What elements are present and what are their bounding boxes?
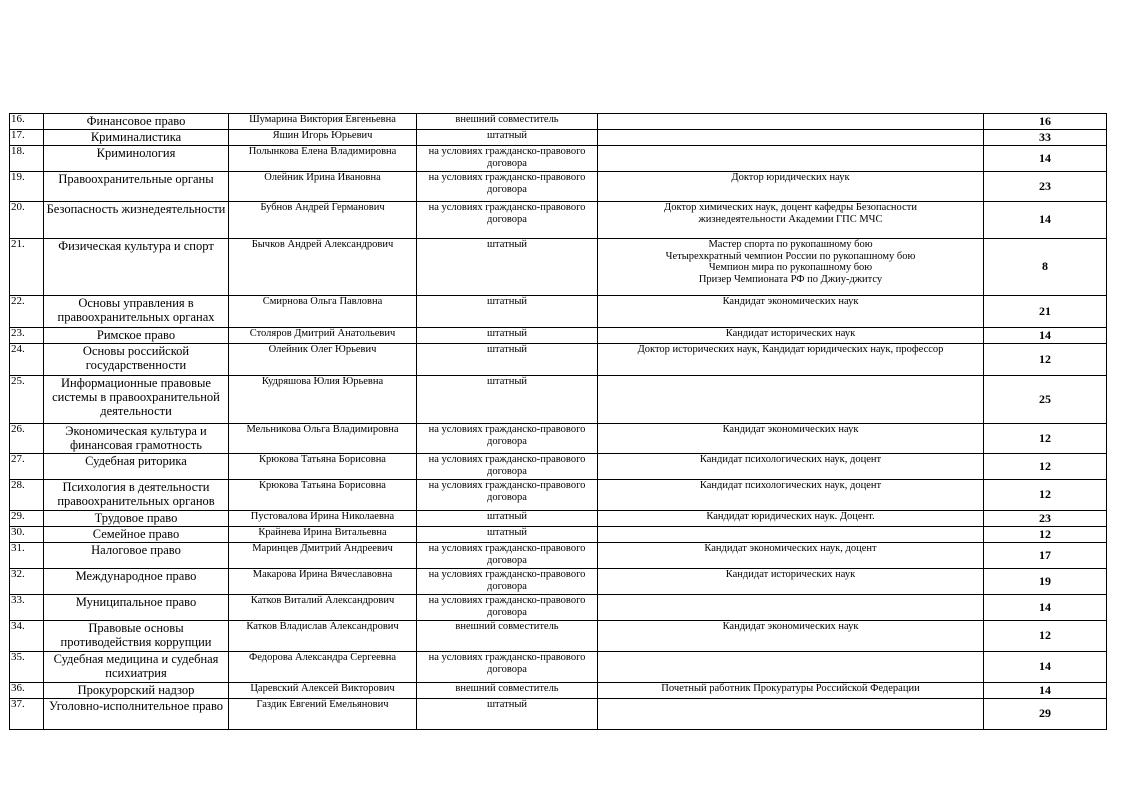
teacher-cell: Олейник Олег Юрьевич bbox=[229, 344, 417, 376]
discipline-cell: Основы российской государственности bbox=[44, 344, 229, 376]
hours-cell: 12 bbox=[984, 621, 1107, 652]
employment-status-cell: на условиях гражданско-правового договора bbox=[417, 146, 598, 172]
hours-cell: 23 bbox=[984, 172, 1107, 202]
employment-status-cell: штатный bbox=[417, 328, 598, 344]
employment-status-cell: на условиях гражданско-правового договора bbox=[417, 595, 598, 621]
qualification-cell bbox=[598, 328, 984, 344]
discipline-cell: Экономическая культура и финансовая грамотность bbox=[44, 424, 229, 454]
qualification-line: Чемпион мира по рукопашному бою bbox=[708, 262, 873, 273]
row-number: 18. bbox=[10, 146, 44, 172]
employment-status-cell: внешний совместитель bbox=[417, 114, 598, 130]
qualification-line: Доктор юридических наук bbox=[731, 172, 850, 183]
discipline-cell: Налоговое право bbox=[44, 543, 229, 569]
discipline-cell: Трудовое право bbox=[44, 511, 229, 527]
qualification-line: Доктор исторических наук, Кандидат юридических наук, профессор bbox=[637, 344, 944, 355]
row-number: 19. bbox=[10, 172, 44, 202]
row-number: 21. bbox=[10, 239, 44, 296]
row-number: 29. bbox=[10, 511, 44, 527]
teacher-cell: Катков Владислав Александрович bbox=[229, 621, 417, 652]
qualification-line: Кандидат экономических наук, доцент bbox=[704, 543, 877, 554]
qualification-line: Кандидат экономических наук bbox=[722, 296, 859, 307]
qualification-line: Почетный работник Прокуратуры Российской Федерации bbox=[661, 683, 920, 694]
employment-status-cell: на условиях гражданско-правового договора bbox=[417, 543, 598, 569]
row-number: 24. bbox=[10, 344, 44, 376]
qualification-line: Кандидат психологических наук, доцент bbox=[699, 454, 882, 465]
qualification-line: жизнедеятельности Академии ГПС МЧС bbox=[698, 213, 883, 225]
row-number: 16. bbox=[10, 114, 44, 130]
teacher-cell: Катков Виталий Александрович bbox=[229, 595, 417, 621]
qualification-cell bbox=[598, 527, 984, 543]
employment-status-cell: штатный bbox=[417, 239, 598, 296]
qualification-cell bbox=[598, 454, 984, 480]
teacher-cell: Маринцев Дмитрий Андреевич bbox=[229, 543, 417, 569]
row-number: 17. bbox=[10, 130, 44, 146]
hours-cell: 14 bbox=[984, 652, 1107, 683]
discipline-cell: Прокурорский надзор bbox=[44, 683, 229, 699]
qualification-line: Кандидат экономических наук bbox=[722, 424, 859, 435]
discipline-cell: Международное право bbox=[44, 569, 229, 595]
hours-cell: 25 bbox=[984, 376, 1107, 424]
table-row bbox=[10, 424, 1107, 454]
hours-cell: 14 bbox=[984, 595, 1107, 621]
table-row bbox=[10, 683, 1107, 699]
teacher-cell: Газдик Евгений Емельянович bbox=[229, 699, 417, 730]
table-row bbox=[10, 296, 1107, 328]
qualification-line: Мастер спорта по рукопашному бою bbox=[708, 239, 873, 250]
qualification-cell bbox=[598, 652, 984, 683]
teacher-cell: Олейник Ирина Ивановна bbox=[229, 172, 417, 202]
discipline-cell: Римское право bbox=[44, 328, 229, 344]
qualification-cell bbox=[598, 146, 984, 172]
employment-status-cell: штатный bbox=[417, 511, 598, 527]
hours-cell: 23 bbox=[984, 511, 1107, 527]
hours-cell: 12 bbox=[984, 527, 1107, 543]
table-row bbox=[10, 239, 1107, 296]
teacher-cell: Полынкова Елена Владимировна bbox=[229, 146, 417, 172]
qualification-line: Кандидат исторических наук bbox=[725, 569, 856, 580]
row-number: 37. bbox=[10, 699, 44, 730]
qualification-line: Четырехкратный чемпион России по рукопашному бою bbox=[665, 250, 916, 262]
qualification-cell bbox=[598, 543, 984, 569]
discipline-cell: Судебная риторика bbox=[44, 454, 229, 480]
discipline-cell: Криминалистика bbox=[44, 130, 229, 146]
employment-status-cell: внешний совместитель bbox=[417, 683, 598, 699]
qualification-cell bbox=[598, 376, 984, 424]
employment-status-cell: на условиях гражданско-правового договора bbox=[417, 454, 598, 480]
row-number: 23. bbox=[10, 328, 44, 344]
teacher-cell: Крюкова Татьяна Борисовна bbox=[229, 454, 417, 480]
hours-cell: 12 bbox=[984, 344, 1107, 376]
row-number: 34. bbox=[10, 621, 44, 652]
row-number: 20. bbox=[10, 202, 44, 239]
discipline-cell: Уголовно-исполнительное право bbox=[44, 699, 229, 730]
employment-status-cell: на условиях гражданско-правового договора bbox=[417, 202, 598, 239]
discipline-cell: Финансовое право bbox=[44, 114, 229, 130]
qualification-cell bbox=[598, 424, 984, 454]
employment-status-cell: на условиях гражданско-правового договора bbox=[417, 172, 598, 202]
table-row bbox=[10, 202, 1107, 239]
teacher-cell: Пустовалова Ирина Николаевна bbox=[229, 511, 417, 527]
staff-table bbox=[9, 113, 1107, 730]
employment-status-cell: штатный bbox=[417, 296, 598, 328]
row-number: 33. bbox=[10, 595, 44, 621]
table-row bbox=[10, 146, 1107, 172]
qualification-cell bbox=[598, 621, 984, 652]
hours-cell: 19 bbox=[984, 569, 1107, 595]
table-row bbox=[10, 511, 1107, 527]
teacher-cell: Яшин Игорь Юрьевич bbox=[229, 130, 417, 146]
employment-status-cell: штатный bbox=[417, 344, 598, 376]
hours-cell: 17 bbox=[984, 543, 1107, 569]
table-row bbox=[10, 376, 1107, 424]
row-number: 28. bbox=[10, 480, 44, 511]
teacher-cell: Столяров Дмитрий Анатольевич bbox=[229, 328, 417, 344]
discipline-cell: Физическая культура и спорт bbox=[44, 239, 229, 296]
hours-cell: 12 bbox=[984, 454, 1107, 480]
table-row bbox=[10, 595, 1107, 621]
hours-cell: 12 bbox=[984, 480, 1107, 511]
hours-cell: 14 bbox=[984, 328, 1107, 344]
qualification-cell bbox=[598, 595, 984, 621]
hours-cell: 33 bbox=[984, 130, 1107, 146]
qualification-line: Доктор химических наук, доцент кафедры Безопасности bbox=[664, 202, 917, 213]
table-row bbox=[10, 652, 1107, 683]
employment-status-cell: на условиях гражданско-правового договора bbox=[417, 652, 598, 683]
discipline-cell: Криминология bbox=[44, 146, 229, 172]
table-row bbox=[10, 621, 1107, 652]
employment-status-cell: на условиях гражданско-правового договора bbox=[417, 569, 598, 595]
table-row bbox=[10, 527, 1107, 543]
qualification-cell bbox=[598, 344, 984, 376]
row-number: 36. bbox=[10, 683, 44, 699]
discipline-cell: Судебная медицина и судебная психиатрия bbox=[44, 652, 229, 683]
hours-cell: 16 bbox=[984, 114, 1107, 130]
table-row bbox=[10, 344, 1107, 376]
hours-cell: 14 bbox=[984, 146, 1107, 172]
discipline-cell: Информационные правовые системы в правоохранительной деятельности bbox=[44, 376, 229, 424]
employment-status-cell: внешний совместитель bbox=[417, 621, 598, 652]
qualification-cell bbox=[598, 114, 984, 130]
table-row bbox=[10, 480, 1107, 511]
teacher-cell: Федорова Александра Сергеевна bbox=[229, 652, 417, 683]
discipline-cell: Муниципальное право bbox=[44, 595, 229, 621]
row-number: 30. bbox=[10, 527, 44, 543]
employment-status-cell: штатный bbox=[417, 130, 598, 146]
hours-cell: 29 bbox=[984, 699, 1107, 730]
discipline-cell: Правовые основы противодействия коррупции bbox=[44, 621, 229, 652]
qualification-cell bbox=[598, 480, 984, 511]
row-number: 25. bbox=[10, 376, 44, 424]
hours-cell: 8 bbox=[984, 239, 1107, 296]
employment-status-cell: штатный bbox=[417, 699, 598, 730]
qualification-cell bbox=[598, 130, 984, 146]
teacher-cell: Шумарина Виктория Евгеньевна bbox=[229, 114, 417, 130]
row-number: 22. bbox=[10, 296, 44, 328]
qualification-cell bbox=[598, 511, 984, 527]
employment-status-cell: на условиях гражданско-правового договора bbox=[417, 424, 598, 454]
teacher-cell: Царевский Алексей Викторович bbox=[229, 683, 417, 699]
discipline-cell: Безопасность жизнедеятельности bbox=[44, 202, 229, 239]
table-row bbox=[10, 114, 1107, 130]
table-row bbox=[10, 130, 1107, 146]
table-row bbox=[10, 172, 1107, 202]
table-row bbox=[10, 454, 1107, 480]
qualification-line: Кандидат юридических наук. Доцент. bbox=[706, 511, 875, 522]
teacher-cell: Крюкова Татьяна Борисовна bbox=[229, 480, 417, 511]
table-row bbox=[10, 699, 1107, 730]
hours-cell: 12 bbox=[984, 424, 1107, 454]
qualification-cell bbox=[598, 699, 984, 730]
hours-cell: 14 bbox=[984, 202, 1107, 239]
table-row bbox=[10, 543, 1107, 569]
discipline-cell: Психология в деятельности правоохранительных органов bbox=[44, 480, 229, 511]
row-number: 26. bbox=[10, 424, 44, 454]
qualification-line: Кандидат исторических наук bbox=[725, 328, 856, 339]
teacher-cell: Макарова Ирина Вячеславовна bbox=[229, 569, 417, 595]
employment-status-cell: штатный bbox=[417, 527, 598, 543]
qualification-cell bbox=[598, 296, 984, 328]
teacher-cell: Бубнов Андрей Германович bbox=[229, 202, 417, 239]
row-number: 31. bbox=[10, 543, 44, 569]
teacher-cell: Мельникова Ольга Владимировна bbox=[229, 424, 417, 454]
hours-cell: 21 bbox=[984, 296, 1107, 328]
hours-cell: 14 bbox=[984, 683, 1107, 699]
qualification-line: Кандидат экономических наук bbox=[722, 621, 859, 632]
employment-status-cell: штатный bbox=[417, 376, 598, 424]
discipline-cell: Правоохранительные органы bbox=[44, 172, 229, 202]
qualification-cell bbox=[598, 239, 984, 296]
employment-status-cell: на условиях гражданско-правового договора bbox=[417, 480, 598, 511]
qualification-cell bbox=[598, 569, 984, 595]
teacher-cell: Смирнова Ольга Павловна bbox=[229, 296, 417, 328]
qualification-line: Призер Чемпионата РФ по Джиу-джитсу bbox=[698, 273, 883, 285]
qualification-line: Кандидат психологических наук, доцент bbox=[699, 480, 882, 491]
teacher-cell: Бычков Андрей Александрович bbox=[229, 239, 417, 296]
qualification-cell bbox=[598, 172, 984, 202]
qualification-cell bbox=[598, 202, 984, 239]
table-row bbox=[10, 569, 1107, 595]
row-number: 32. bbox=[10, 569, 44, 595]
row-number: 27. bbox=[10, 454, 44, 480]
table-row bbox=[10, 328, 1107, 344]
discipline-cell: Основы управления в правоохранительных органах bbox=[44, 296, 229, 328]
qualification-cell bbox=[598, 683, 984, 699]
discipline-cell: Семейное право bbox=[44, 527, 229, 543]
row-number: 35. bbox=[10, 652, 44, 683]
teacher-cell: Кудряшова Юлия Юрьевна bbox=[229, 376, 417, 424]
teacher-cell: Крайнева Ирина Витальевна bbox=[229, 527, 417, 543]
